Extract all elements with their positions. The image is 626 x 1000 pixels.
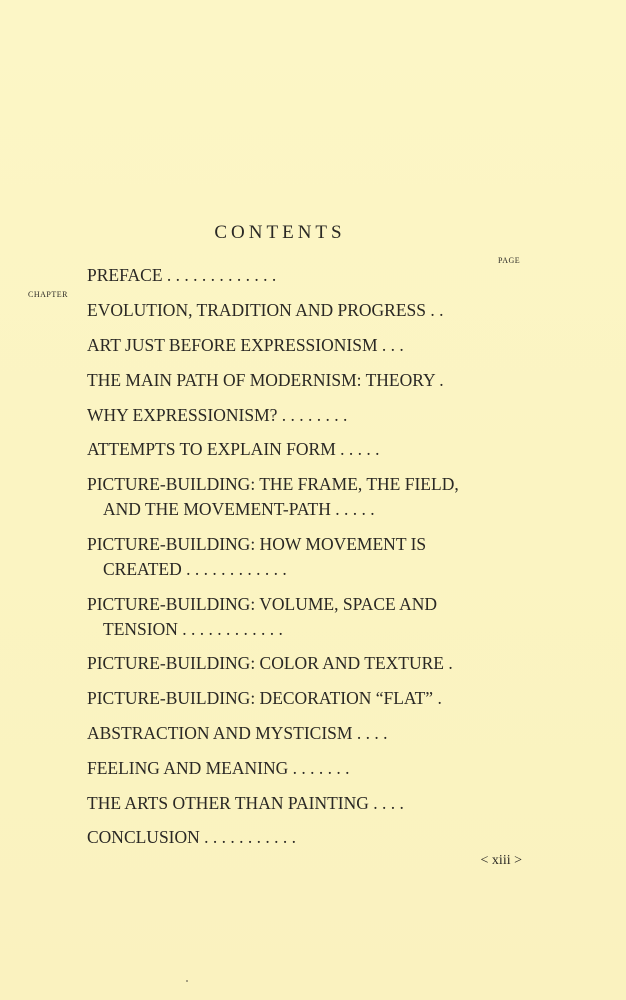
entry-title: PICTURE-BUILDING: DECORATION “FLAT” .: [87, 688, 442, 708]
entry-title: PICTURE-BUILDING: HOW MOVEMENT IS: [87, 534, 427, 554]
entry-title: WHY EXPRESSIONISM? . . . . . . . .: [87, 405, 348, 425]
entry-title: ART JUST BEFORE EXPRESSIONISM . . .: [87, 335, 404, 355]
entry-title: CONCLUSION . . . . . . . . . . .: [87, 827, 297, 847]
entry-title: EVOLUTION, TRADITION AND PROGRESS . .: [87, 300, 444, 320]
paper-speck: [186, 980, 188, 982]
entry-title-continued: CREATED . . . . . . . . . . . .: [103, 559, 287, 579]
entry-title: ATTEMPTS TO EXPLAIN FORM . . . . .: [87, 439, 380, 459]
chapter-column-label: CHAPTER: [28, 290, 68, 299]
entry-title: FEELING AND MEANING . . . . . . .: [87, 758, 350, 778]
entry-title: PICTURE-BUILDING: COLOR AND TEXTURE .: [87, 653, 453, 673]
entry-title-continued: AND THE MOVEMENT-PATH . . . . .: [103, 499, 375, 519]
entry-title: THE ARTS OTHER THAN PAINTING . . . .: [87, 793, 404, 813]
entry-title: ABSTRACTION AND MYSTICISM . . . .: [87, 723, 388, 743]
entry-title: PICTURE-BUILDING: VOLUME, SPACE AND: [87, 594, 438, 614]
entry-title: PICTURE-BUILDING: THE FRAME, THE FIELD,: [87, 474, 459, 494]
page-folio: < xiii >: [480, 853, 522, 868]
page-column-label: PAGE: [498, 256, 521, 265]
entry-title: PREFACE . . . . . . . . . . . . .: [87, 265, 277, 285]
contents-title: CONTENTS: [214, 222, 346, 243]
entry-title: THE MAIN PATH OF MODERNISM: THEORY .: [87, 370, 444, 390]
entry-title-continued: TENSION . . . . . . . . . . . .: [103, 619, 283, 639]
